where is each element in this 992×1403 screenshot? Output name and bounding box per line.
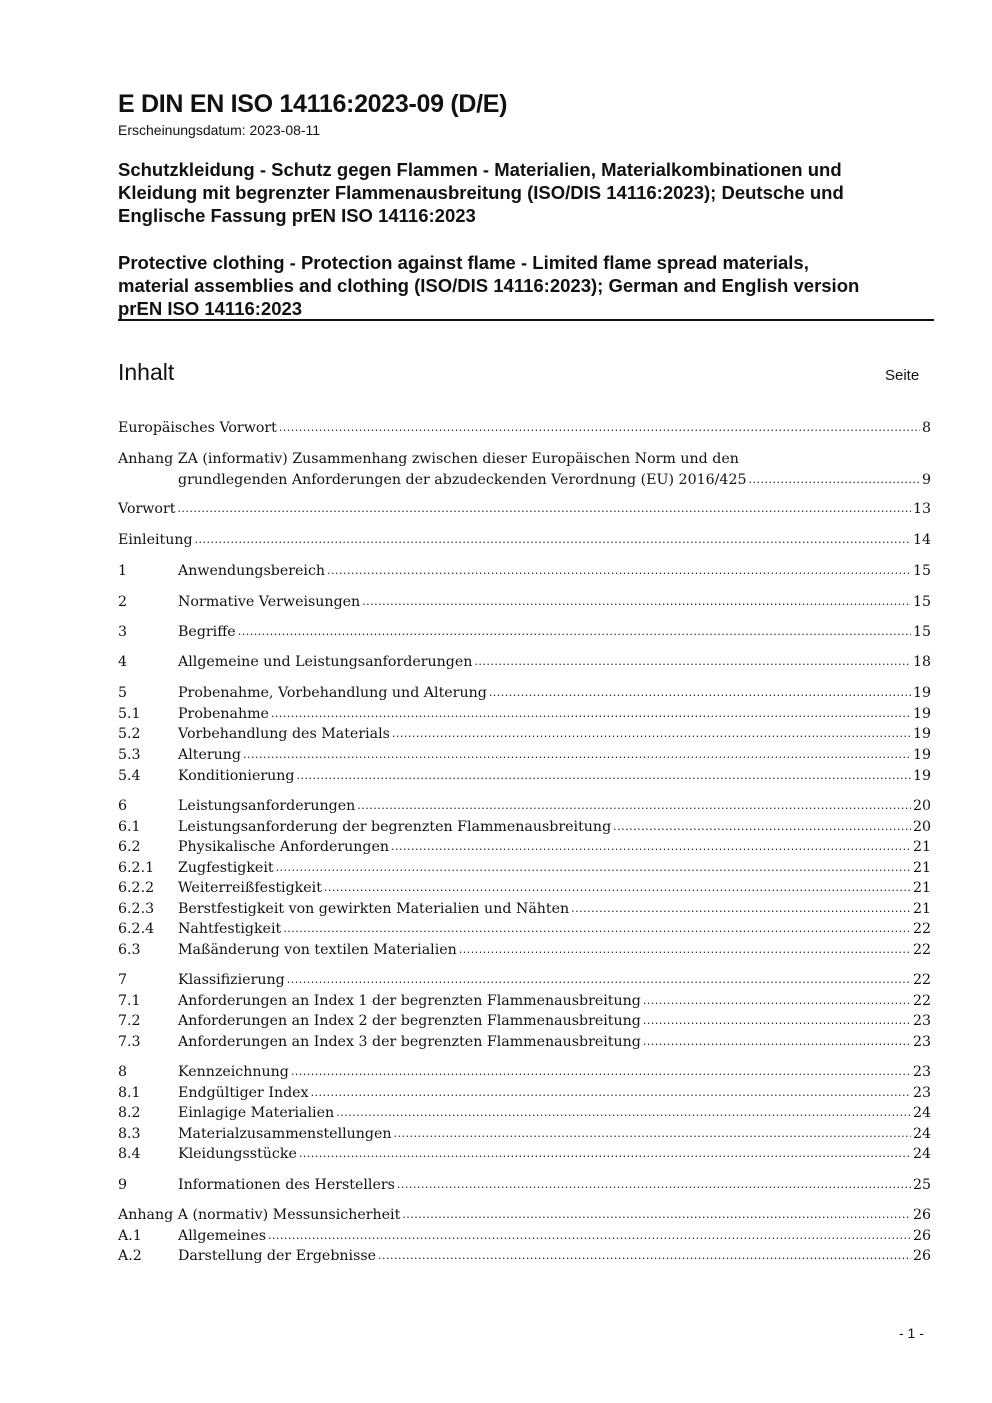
toc-entry[interactable] — [118, 622, 931, 642]
toc-leader-dots — [357, 795, 911, 816]
toc-entry[interactable] — [118, 1175, 931, 1195]
toc-entry-title: Maßänderung von textilen Materialien — [178, 942, 457, 958]
toc-entry-page: 24 — [912, 1146, 931, 1162]
toc-entry-title-continued: grundlegenden Anforderungen der abzudeckenden Verordnung (EU) 2016/425 — [178, 472, 747, 488]
toc-leader-dots — [474, 651, 911, 672]
toc-leader-dots — [489, 682, 911, 703]
toc-entry-page: 22 — [912, 972, 931, 988]
toc-entry-number: 6.2.4 — [118, 921, 155, 937]
toc-entry-page: 15 — [912, 563, 931, 579]
toc-entry[interactable] — [118, 1124, 931, 1144]
toc-leader-dots — [311, 1082, 911, 1103]
toc-entry-title: Vorbehandlung des Materials — [178, 726, 390, 742]
toc-entry-title: Begriffe — [178, 624, 236, 640]
toc-entry-number: 7.1 — [118, 993, 141, 1009]
toc-entry[interactable] — [118, 817, 931, 837]
publication-date: Erscheinungsdatum: 2023-08-11 — [118, 122, 321, 138]
toc-entry-number: 5.3 — [118, 747, 141, 763]
toc-entry-number: 6.2.3 — [118, 901, 155, 917]
toc-entry-page: 19 — [912, 726, 931, 742]
toc-entry-page: 22 — [912, 921, 931, 937]
toc-entry-number: 6.1 — [118, 819, 141, 835]
toc-leader-dots — [327, 560, 911, 581]
toc-entry-title: Europäisches Vorwort — [118, 420, 277, 436]
page-number: - 1 - — [899, 1325, 924, 1341]
title-english — [118, 251, 933, 320]
toc-entry-title: Konditionierung — [178, 768, 295, 784]
toc-entry-page: 23 — [912, 1034, 931, 1050]
title-english-line: material assemblies and clothing (ISO/DIS 14116:2023); German and English version — [118, 275, 860, 296]
toc-leader-dots — [643, 1010, 911, 1031]
toc-entry[interactable] — [118, 499, 931, 519]
toc-entry-page: 19 — [912, 706, 931, 722]
toc-entry-number: 8 — [118, 1064, 128, 1080]
toc-leader-dots — [276, 857, 911, 878]
toc-entry-number: 9 — [118, 1177, 128, 1193]
title-divider — [118, 319, 934, 321]
title-english-line: Protective clothing - Protection against flame - Limited flame spread materials, — [118, 252, 809, 273]
toc-entry[interactable] — [118, 991, 931, 1011]
toc-entry-page: 21 — [912, 860, 931, 876]
toc-entry-number: 5 — [118, 685, 128, 701]
toc-leader-dots — [378, 1245, 911, 1266]
toc-entry-title: Alterung — [178, 747, 242, 763]
toc-entry-page: 23 — [912, 1085, 931, 1101]
toc-entry-page: 13 — [912, 501, 931, 517]
toc-leader-dots — [391, 836, 911, 857]
toc-entry-page: 20 — [912, 819, 931, 835]
toc-entry-page: 23 — [912, 1013, 931, 1029]
toc-entry[interactable] — [118, 970, 931, 990]
toc-leader-dots — [392, 723, 911, 744]
toc-entry-title: Leistungsanforderungen — [178, 798, 356, 814]
toc-heading: Inhalt — [118, 359, 175, 385]
toc-entry[interactable] — [118, 858, 931, 878]
toc-entry-page: 24 — [912, 1126, 931, 1142]
toc-entry[interactable] — [118, 418, 931, 438]
toc-leader-dots — [299, 1143, 911, 1164]
toc-entry-title: Anhang A (normativ) Messunsicherheit — [118, 1207, 401, 1223]
toc-entry-number: 7 — [118, 972, 128, 988]
toc-entry[interactable] — [118, 1062, 931, 1082]
toc-entry-number: 7.2 — [118, 1013, 141, 1029]
toc-entry-page: 20 — [912, 798, 931, 814]
toc-entry-number: 6.2.2 — [118, 880, 155, 896]
toc-entry-page: 18 — [912, 654, 931, 670]
toc-leader-dots — [402, 1204, 911, 1225]
toc-entry-title: Kleidungsstücke — [178, 1146, 297, 1162]
toc-entry[interactable] — [118, 683, 931, 703]
toc-entry[interactable] — [118, 1226, 931, 1246]
document-id: E DIN EN ISO 14116:2023-09 (D/E) — [118, 90, 508, 118]
toc-entry-title: Leistungsanforderung der begrenzten Flammenausbreitung — [178, 819, 612, 835]
toc-entry-page: 15 — [912, 594, 931, 610]
toc-entry-page: 21 — [912, 880, 931, 896]
toc-entry-title: Physikalische Anforderungen — [178, 839, 390, 855]
toc-entry-page: 22 — [912, 993, 931, 1009]
toc-entry-title: Anforderungen an Index 1 der begrenzten Flammenausbreitung — [178, 993, 641, 1009]
toc-leader-dots — [195, 529, 911, 550]
toc-leader-dots — [749, 469, 920, 490]
toc-leader-dots — [279, 417, 920, 438]
toc-entry[interactable] — [118, 652, 931, 672]
toc-entry[interactable] — [118, 919, 931, 939]
toc-entry-page: 9 — [921, 472, 931, 488]
toc-entry-number: 4 — [118, 654, 128, 670]
toc-entry[interactable] — [118, 470, 931, 490]
toc-entry[interactable] — [118, 1032, 931, 1052]
toc-entry[interactable] — [118, 530, 931, 550]
toc-entry[interactable] — [118, 745, 931, 765]
toc-entry-page: 15 — [912, 624, 931, 640]
toc-entry-title: Allgemeines — [178, 1228, 266, 1244]
toc-leader-dots — [394, 1123, 911, 1144]
toc-entry-page: 26 — [912, 1248, 931, 1264]
toc-entry-number: 5.1 — [118, 706, 141, 722]
toc-leader-dots — [177, 498, 911, 519]
toc-entry-number: 6.2 — [118, 839, 141, 855]
toc-entry[interactable] — [118, 592, 931, 612]
toc-entry-title[interactable]: Anhang ZA (informativ) Zusammenhang zwischen dieser Europäischen Norm und den — [118, 451, 739, 467]
toc-leader-dots — [283, 918, 911, 939]
title-german-line: Kleidung mit begrenzter Flammenausbreitung (ISO/DIS 14116:2023); Deutsche und — [118, 182, 844, 203]
toc-entry-page: 26 — [912, 1228, 931, 1244]
toc-entry[interactable] — [118, 837, 931, 857]
toc-entry-number: 8.4 — [118, 1146, 141, 1162]
toc-entry-page: 22 — [912, 942, 931, 958]
toc-leader-dots — [268, 1225, 911, 1246]
toc-entry-number: A.2 — [118, 1248, 142, 1264]
toc-entry-number: 2 — [118, 594, 128, 610]
toc-entry[interactable] — [118, 724, 931, 744]
toc-entry-title: Endgültiger Index — [178, 1085, 309, 1101]
toc-entry[interactable] — [118, 940, 931, 960]
toc-entry-title: Vorwort — [118, 501, 176, 517]
toc-entry-page: 21 — [912, 839, 931, 855]
toc-entry[interactable] — [118, 1083, 931, 1103]
toc-entry[interactable] — [118, 1103, 931, 1123]
toc-entry-title: Probenahme, Vorbehandlung und Alterung — [178, 685, 487, 701]
toc-leader-dots — [459, 939, 911, 960]
toc-entry-page: 23 — [912, 1064, 931, 1080]
toc-entry-page: 19 — [912, 747, 931, 763]
toc-entry-page: 19 — [912, 768, 931, 784]
toc-entry[interactable] — [118, 878, 931, 898]
toc-leader-dots — [243, 744, 911, 765]
toc-entry[interactable] — [118, 1205, 931, 1225]
toc-entry[interactable] — [118, 899, 931, 919]
toc-entry-number: 8.2 — [118, 1105, 141, 1121]
toc-entry-number: 3 — [118, 624, 128, 640]
toc-entry-page: 26 — [912, 1207, 931, 1223]
toc-entry-number: A.1 — [118, 1228, 142, 1244]
toc-leader-dots — [571, 898, 911, 919]
toc-leader-dots — [613, 816, 911, 837]
toc-leader-dots — [643, 1031, 911, 1052]
toc-leader-dots — [336, 1102, 911, 1123]
toc-leader-dots — [362, 591, 911, 612]
toc-entry-title: Einlagige Materialien — [178, 1105, 335, 1121]
toc-entry-title: Einleitung — [118, 532, 193, 548]
toc-entry-title: Materialzusammenstellungen — [178, 1126, 392, 1142]
toc-entry[interactable] — [118, 796, 931, 816]
toc-entry-title: Klassifizierung — [178, 972, 285, 988]
toc-entry-page: 24 — [912, 1105, 931, 1121]
toc-entry-page: 14 — [912, 532, 931, 548]
toc-leader-dots — [643, 990, 911, 1011]
toc-entry-title: Anwendungsbereich — [178, 563, 326, 579]
toc-leader-dots — [297, 765, 911, 786]
toc-entry-page: 25 — [912, 1177, 931, 1193]
title-german-line: Englische Fassung prEN ISO 14116:2023 — [118, 205, 476, 226]
toc-entry-title: Anforderungen an Index 3 der begrenzten Flammenausbreitung — [178, 1034, 641, 1050]
title-english-line: prEN ISO 14116:2023 — [118, 298, 303, 319]
toc-entry-number: 5.2 — [118, 726, 141, 742]
toc-entry-title: Probenahme — [178, 706, 269, 722]
title-german — [118, 158, 933, 227]
title-german-line: Schutzkleidung - Schutz gegen Flammen - Materialien, Materialkombinationen und — [118, 159, 842, 180]
toc-entry-title: Normative Verweisungen — [178, 594, 361, 610]
toc-entry[interactable] — [118, 1144, 931, 1164]
toc-entry-number: 8.1 — [118, 1085, 141, 1101]
toc-entry[interactable] — [118, 1011, 931, 1031]
toc-entry-title: Darstellung der Ergebnisse — [178, 1248, 377, 1264]
toc-entry[interactable] — [118, 1246, 931, 1266]
toc-entry[interactable] — [118, 704, 931, 724]
toc-entry[interactable] — [118, 766, 931, 786]
toc-leader-dots — [271, 703, 911, 724]
toc-entry-title: Anforderungen an Index 2 der begrenzten Flammenausbreitung — [178, 1013, 641, 1029]
toc-entry-number: 7.3 — [118, 1034, 141, 1050]
toc-entry-number: 8.3 — [118, 1126, 141, 1142]
toc-leader-dots — [291, 1061, 911, 1082]
toc-entry-title: Informationen des Herstellers — [178, 1177, 395, 1193]
toc-entry-page: 8 — [921, 420, 931, 436]
toc-entry-number: 6.2.1 — [118, 860, 155, 876]
toc-entry-title: Weiterreißfestigkeit — [178, 880, 322, 896]
toc-entry-title: Nahtfestigkeit — [178, 921, 282, 937]
toc-entry-number: 1 — [118, 563, 128, 579]
toc-entry-number: 6 — [118, 798, 128, 814]
toc-entry-number: 6.3 — [118, 942, 141, 958]
toc-entry-page: 19 — [912, 685, 931, 701]
toc-leader-dots — [238, 621, 911, 642]
toc-entry-number: 5.4 — [118, 768, 141, 784]
toc-entry-title: Zugfestigkeit — [178, 860, 274, 876]
toc-entry-title: Berstfestigkeit von gewirkten Materialien und Nähten — [178, 901, 570, 917]
toc-leader-dots — [287, 969, 911, 990]
toc-leader-dots — [397, 1174, 911, 1195]
toc-leader-dots — [324, 877, 911, 898]
toc-entry-title: Kennzeichnung — [178, 1064, 289, 1080]
toc-page-column-label: Seite — [885, 367, 920, 384]
toc-entry[interactable] — [118, 561, 931, 581]
toc-entry-page: 21 — [912, 901, 931, 917]
toc-entry-title: Allgemeine und Leistungsanforderungen — [178, 654, 473, 670]
